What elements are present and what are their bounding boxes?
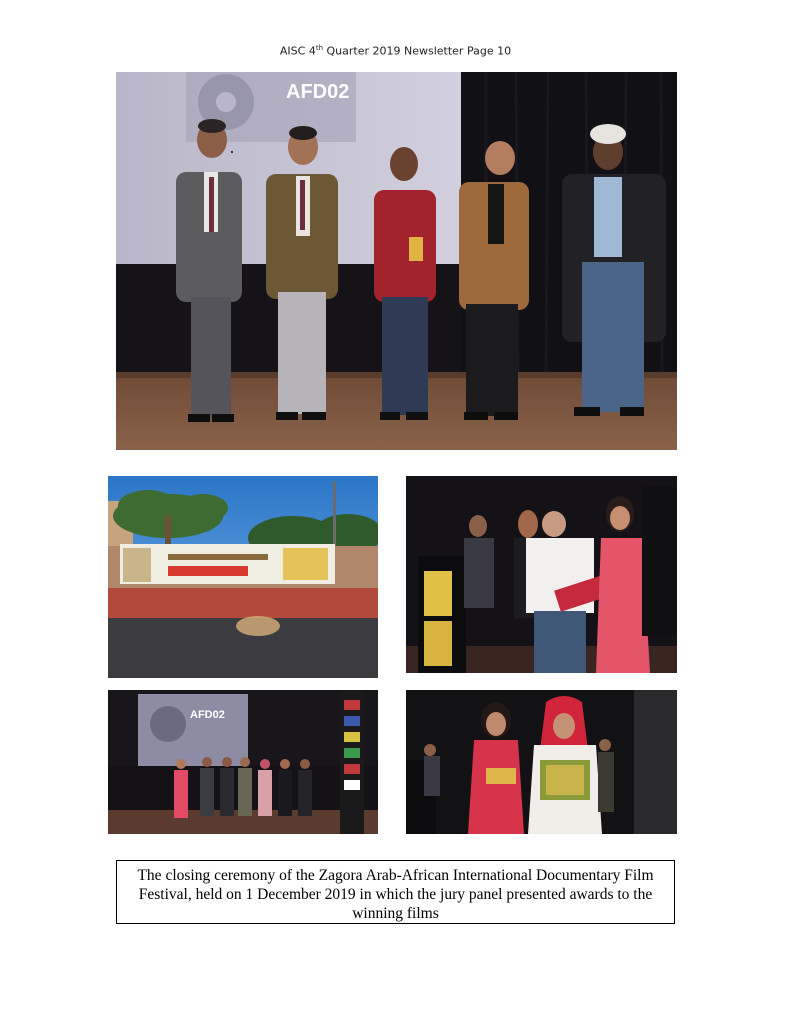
header-prefix: AISC 4	[279, 44, 316, 58]
caption-text: The closing ceremony of the Zagora Arab-African International Documentary Film Festival, held on 1 December 2019 in which the jury panel presented awards to the winning films	[137, 867, 654, 922]
photo-award-recipients	[406, 690, 677, 834]
screen-logo-text: AFD02	[286, 81, 350, 103]
photo-award-recipients-graphic	[406, 690, 677, 834]
photo-caption	[116, 860, 675, 924]
group-screen-text: AFD02	[190, 709, 225, 721]
page-header	[0, 44, 791, 58]
header-suffix: Quarter 2019 Newsletter Page 10	[323, 44, 512, 58]
photo-venue-exterior	[108, 476, 378, 678]
photo-jury-on-stage-graphic	[116, 72, 677, 450]
photo-jury-on-stage	[116, 72, 677, 450]
photo-award-presentation-graphic	[406, 476, 677, 673]
photo-winners-group	[108, 690, 378, 834]
photo-award-presentation	[406, 476, 677, 673]
photo-winners-group-graphic	[108, 690, 378, 834]
photo-venue-exterior-graphic	[108, 476, 378, 678]
header-superscript: th	[315, 44, 324, 52]
